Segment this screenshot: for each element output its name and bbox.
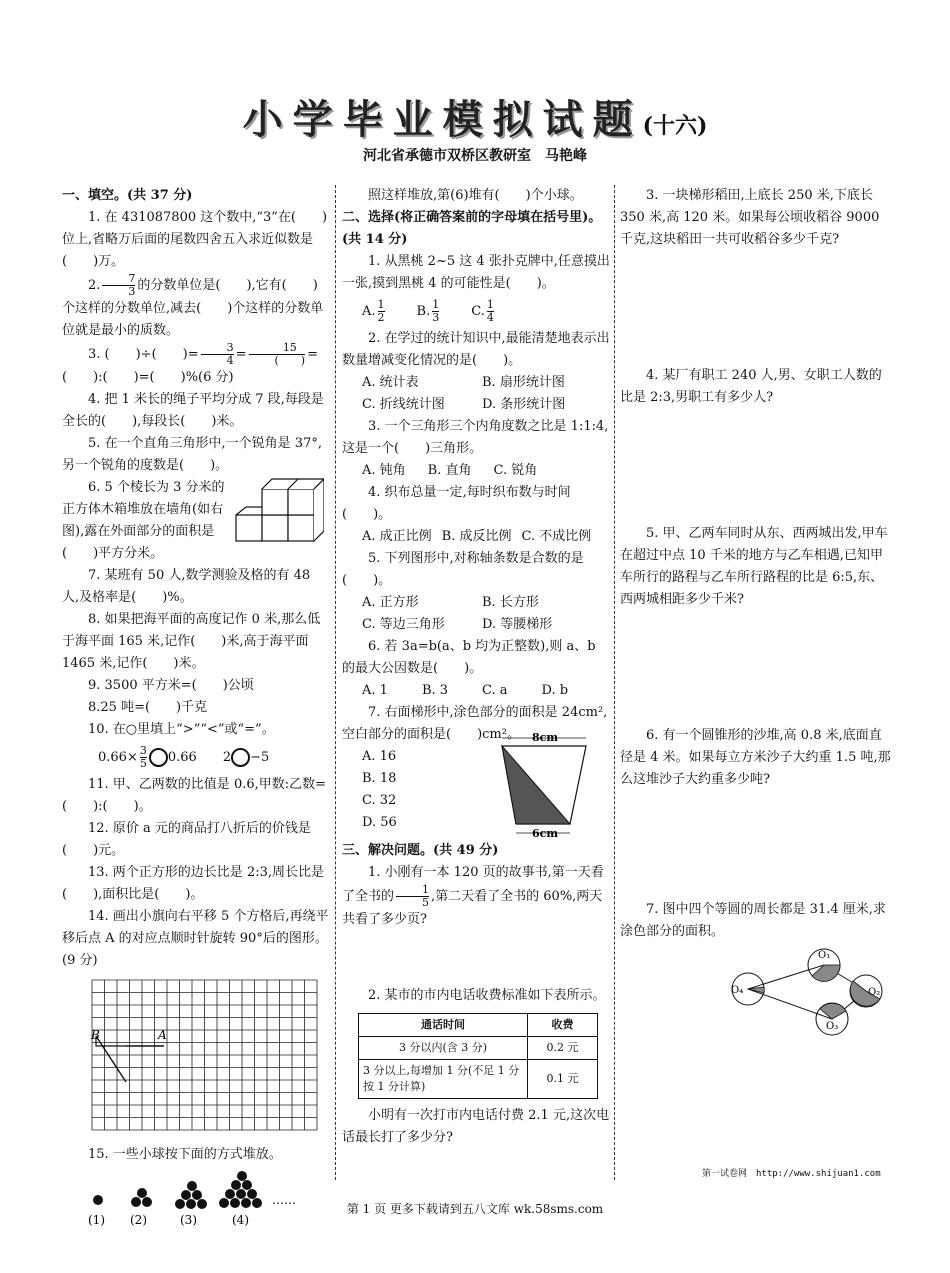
q2-1-options [342,299,610,324]
ball-label: (2) [130,1213,147,1227]
column-divider [614,185,615,1180]
column-1 [62,185,330,1236]
fraction [396,884,429,909]
option-letter: C. [471,304,485,319]
ball-piles-figure [84,1166,314,1228]
top-base-label: 8cm [532,731,558,744]
ellipsis: …… [272,1193,296,1207]
circle-label: O₄ [731,985,744,996]
option: C. 折线统计图 [362,397,445,412]
header-cell: 收费 [528,1014,598,1037]
q10-b: 0.66 [167,750,197,765]
option: A. 正方形 [362,595,419,610]
q1-15: 15. 一些小球按下面的方式堆放。 [88,1147,282,1162]
q2-6: 6. 若 3a=b(a、b 均为正整数),则 a、b 的最大公因数是( )。 [342,639,596,676]
option: D. 条形统计图 [482,397,566,412]
numerator: 3 [139,744,147,757]
q2-3-options [342,460,610,482]
option: C. 不成比例 [521,529,592,544]
q2-5-options [342,592,610,636]
q10-a: 0.66× [98,750,138,765]
q1-8: 8. 如果把海平面的高度记作 0 米,那么低于海平面 165 米,记作( )米,高于海平面 1465 米,记作( )米。 [62,612,321,671]
option: B. 长方形 [482,595,539,610]
section3-heading: 三、解决问题。(共 49 分) [342,843,499,858]
p3-1 [342,862,610,931]
option: C. 等边三角形 [362,617,445,632]
q2-1: 1. 从黑桃 2~5 这 4 张扑克牌中,任意摸出一张,摸到黑桃 4 的可能性是( )。 [342,254,610,291]
q1-5: 5. 在一个直角三角形中,一个锐角是 37°,另一个锐角的度数是( )。 [62,436,322,473]
q1-4: 4. 把 1 米长的绳子平均分成 7 段,每段是全长的( ),每段长( )米。 [62,392,324,429]
answer-space[interactable] [620,791,892,899]
circle-label: O₁ [818,950,831,961]
fraction [249,342,306,367]
source-site: 第一试卷网 http://www.shijuan1.com [702,1169,881,1179]
option: D. 等腰梯形 [482,617,553,632]
p3-3: 3. 一块梯形稻田,上底长 250 米,下底长 350 米,高 120 米。如果每公顷收稻谷 9000 千克,这块稻田一共可收稻谷多少千克? [620,188,880,247]
table-cell: 0.2 元 [528,1037,598,1060]
numerator: 1 [377,298,385,311]
option: B. 成反比例 [441,529,512,544]
bottom-base-label: 6cm [532,827,558,840]
section1-heading: 一、填空。(共 37 分) [62,188,193,203]
grid-figure [88,976,328,1136]
denominator: 5 [422,896,430,909]
answer-space[interactable] [620,251,892,365]
q1-10: 10. 在○里填上“>”“<”或“=”。 [88,722,275,737]
column-divider [335,185,336,1180]
compare-circle[interactable] [231,748,250,767]
option [362,299,387,324]
q1-9b: 8.25 吨=( )千克 [88,700,208,715]
q1-3 [62,342,330,389]
denominator: 2 [377,311,385,324]
option: B. 直角 [427,463,472,478]
q2-7-block [342,731,610,840]
q2-2-options [342,372,610,416]
answer-space[interactable] [342,931,610,985]
denominator: 4 [226,354,234,367]
p3-2: 2. 某市的市内电话收费标准如下表所示。 [368,988,606,1003]
ball-label: (4) [232,1213,249,1227]
table-cell: 3 分以内(含 3 分) [359,1037,528,1060]
denominator: 3 [432,311,440,324]
option: A. 1 [362,683,388,698]
four-circles-figure [728,943,888,1039]
fraction [140,745,147,770]
fraction [487,299,494,324]
numerator: 7 [102,273,135,286]
fraction [102,273,135,298]
q1-3-b: = [235,347,247,362]
fraction [201,342,234,367]
option: B. 18 [362,771,397,786]
option: D. 56 [362,815,397,830]
q1-14: 14. 画出小旗向右平移 5 个方格后,再绕平移后点 A 的对应点顺时针旋转 90°后的图形。(9 分) [62,909,329,968]
numerator: 15 [249,342,306,355]
section2-heading: 二、选择(将正确答案前的字母填在括号里)。(共 14 分) [342,210,602,247]
circle-label: O₂ [868,987,881,998]
fraction [432,299,439,324]
option: D. b [541,683,569,698]
title-sub: (十六) [642,113,708,139]
circle-label: O₃ [826,1021,839,1032]
q1-3-c: =( ):( )=( )%(6 分) [62,347,319,385]
option: A. 钝角 [362,463,406,478]
fraction [378,299,385,324]
option: C. 32 [362,793,397,808]
title-main: 小学毕业模拟试题 [242,97,643,143]
denominator: 4 [486,311,494,324]
column-3 [620,185,892,1047]
exam-title [0,88,950,145]
q10-d: −5 [250,750,270,765]
q1-15-cont: 照这样堆放,第(6)堆有( )个小球。 [368,188,583,203]
option: A. 16 [362,749,397,764]
q1-7: 7. 某班有 50 人,数学测验及格的有 48 人,及格率是( )%。 [62,568,311,605]
q2-6-options [342,680,610,702]
table-row [359,1060,598,1099]
p3-1-b: ,第二天看了全书的 60%,两天共看了多少页? [342,889,603,927]
option [417,299,442,324]
option: B. 3 [421,683,449,698]
answer-space[interactable] [620,611,892,725]
q1-2-num: 2. [88,278,101,293]
answer-space[interactable] [620,409,892,523]
compare-circle[interactable] [149,748,168,767]
q1-6-block [62,477,330,565]
q2-2: 2. 在学过的统计知识中,最能清楚地表示出数量增减变化情况的是( )。 [342,331,610,368]
phone-fee-table [358,1013,598,1099]
q2-5: 5. 下列图形中,对称轴条数是合数的是( )。 [342,551,584,588]
option: C. a [482,683,508,698]
denominator: 3 [128,285,136,298]
p3-2-question: 小明有一次打市内电话付费 2.1 元,这次电话最长打了多少分? [342,1108,610,1145]
option-letter: A. [362,304,376,319]
table-cell: 0.1 元 [528,1060,598,1099]
option: A. 成正比例 [362,529,432,544]
ball-label: (3) [180,1213,197,1227]
q2-7-options [342,746,492,840]
point-b-label: B [91,1028,100,1042]
option: B. 扇形统计图 [482,375,565,390]
option [471,299,496,324]
table-row [359,1037,598,1060]
q10-c: 2 [222,750,232,765]
q1-11: 11. 甲、乙两数的比值是 0.6,甲数:乙数=( ):( )。 [62,777,327,814]
numerator: 3 [201,342,234,355]
numerator: 1 [486,298,494,311]
p3-6: 6. 有一个圆锥形的沙堆,高 0.8 米,底面直径是 4 米。如果每立方米沙子大约重 1.5 吨,那么这堆沙子大约重多少吨? [620,728,891,787]
table-header-row [359,1014,598,1037]
q2-4: 4. 织布总量一定,每时织布数与时间( )。 [342,485,571,522]
q1-2-text: 的分数单位是( ),它有( )个这样的分数单位,减去( )个这样的分数单位就是最小的质数。 [62,278,324,338]
p3-7: 7. 图中四个等圆的周长都是 31.4 厘米,求涂色部分的面积。 [620,902,886,939]
point-a-label: A [158,1028,167,1042]
q1-9a: 9. 3500 平方米=( )公顷 [88,678,254,693]
q1-10-items [62,745,330,770]
ball-label: (1) [88,1213,105,1227]
option: C. 锐角 [493,463,538,478]
q2-7: 7. 右面梯形中,涂色部分的面积是 24cm²,空白部分的面积是( )cm²。 [342,705,608,742]
header-cell: 通话时间 [359,1014,528,1037]
p3-1-a: 1. 小刚有一本 120 页的故事书,第一天看了全书的 [342,865,604,904]
numerator: 1 [396,884,429,897]
q2-3: 3. 一个三角形三个内角度数之比是 1:1:4,这是一个( )三角形。 [342,419,609,456]
p3-4: 4. 某厂有职工 240 人,男、女职工人数的比是 2:3,男职工有多少人? [620,368,882,405]
numerator: 1 [432,298,440,311]
p3-5: 5. 甲、乙两车同时从东、西两城出发,甲车在超过中点 10 千米的地方与乙车相遇,已知甲车所行的路程与乙车所行路程的比是 6:5,东、西两城相距多少千米? [620,526,888,607]
q1-12: 12. 原价 a 元的商品打八折后的价钱是( )元。 [62,821,311,858]
cube-stack-figure [232,477,324,549]
q1-6: 6. 5 个棱长为 3 分米的正方体木箱堆放在墙角(如右图),露在外面部分的面积是( )平方分米。 [62,480,225,561]
author-line: 河北省承德市双桥区教研室 马艳峰 [363,148,587,164]
column-2 [342,185,610,1149]
denominator: ( ) [274,354,306,367]
trapezoid-figure [492,730,602,840]
option: A. 统计表 [362,375,419,390]
table-cell: 3 分以上,每增加 1 分(不足 1 分按 1 分计算) [359,1060,528,1099]
denominator: 5 [139,757,147,770]
q1-1: 1. 在 431087800 这个数中,“3”在( )位上,省略万后面的尾数四舍五入求近似数是( )万。 [62,210,328,269]
q1-3-a: 3. ( )÷( )= [88,347,199,362]
page-footer: 第 1 页 更多下载请到五八文库 wk.58sms.com [346,1202,604,1216]
option-letter: B. [416,304,431,319]
q1-13: 13. 两个正方形的边长比是 2:3,周长比是( ),面积比是( )。 [62,865,324,902]
q1-2 [62,273,330,342]
q2-4-options [342,526,610,548]
